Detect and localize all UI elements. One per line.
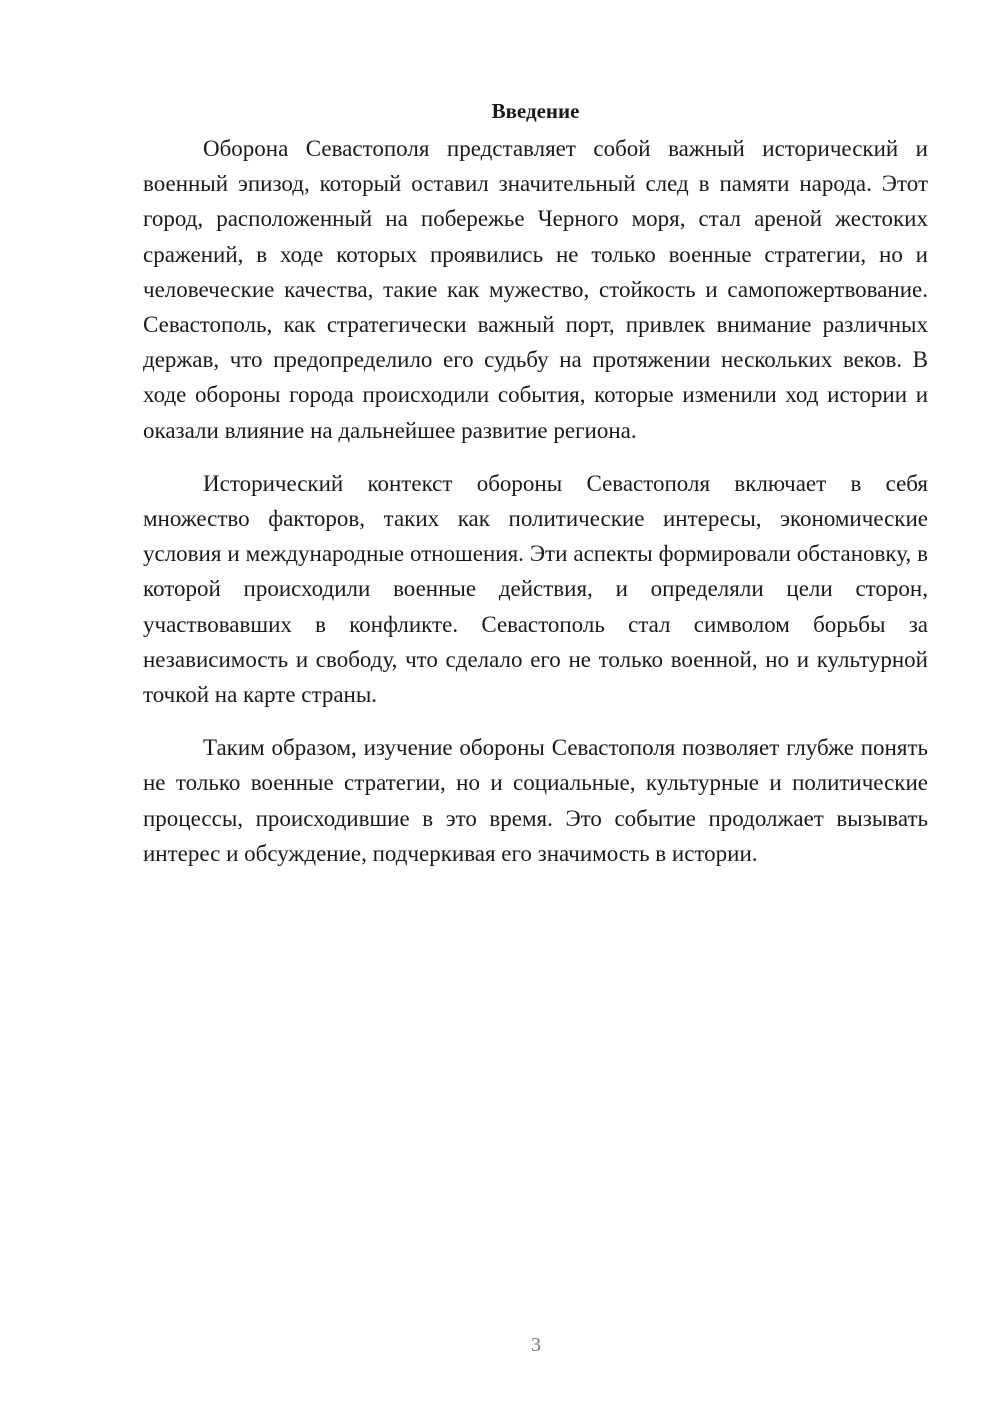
page-body — [143, 96, 928, 889]
section-heading: Введение — [491, 99, 580, 123]
paragraph-3: Таким образом, изучение обороны Севастополя позволяет глубже понять не только военные стратегии, но и социальные, культурные и политические процессы, происходившие в это время. Это событие продолжает вызывать интерес и обсуждение, подчеркивая его значимость в истории. — [143, 735, 928, 866]
paragraph-1: Оборона Севастополя представляет собой важный исторический и военный эпизод, который оставил значительный след в памяти народа. Этот город, расположенный на побережье Черного моря, стал ареной жестоких сражений, в ходе которых проявились не только военные стратегии, но и человеческие качества, такие как мужество, стойкость и самопожертвование. Севастополь, как стратегически важный порт, привлек внимание различных держав, что предопределило его судьбу на протяжении нескольких веков. В ходе обороны города происходили события, которые изменили ход истории и оказали влияние на дальнейшее развитие региона. — [143, 136, 928, 443]
page-number: 3 — [531, 1334, 541, 1356]
paragraph-2: Исторический контекст обороны Севастополя включает в себя множество факторов, таких как политические интересы, экономические условия и международные отношения. Эти аспекты формировали обстановку, в которой происходили военные действия, и определяли цели сторон, участвовавших в конфликте. Севастополь стал символом борьбы за независимость и свободу, что сделало его не только военной, но и культурной точкой на карте страны. — [143, 470, 928, 708]
